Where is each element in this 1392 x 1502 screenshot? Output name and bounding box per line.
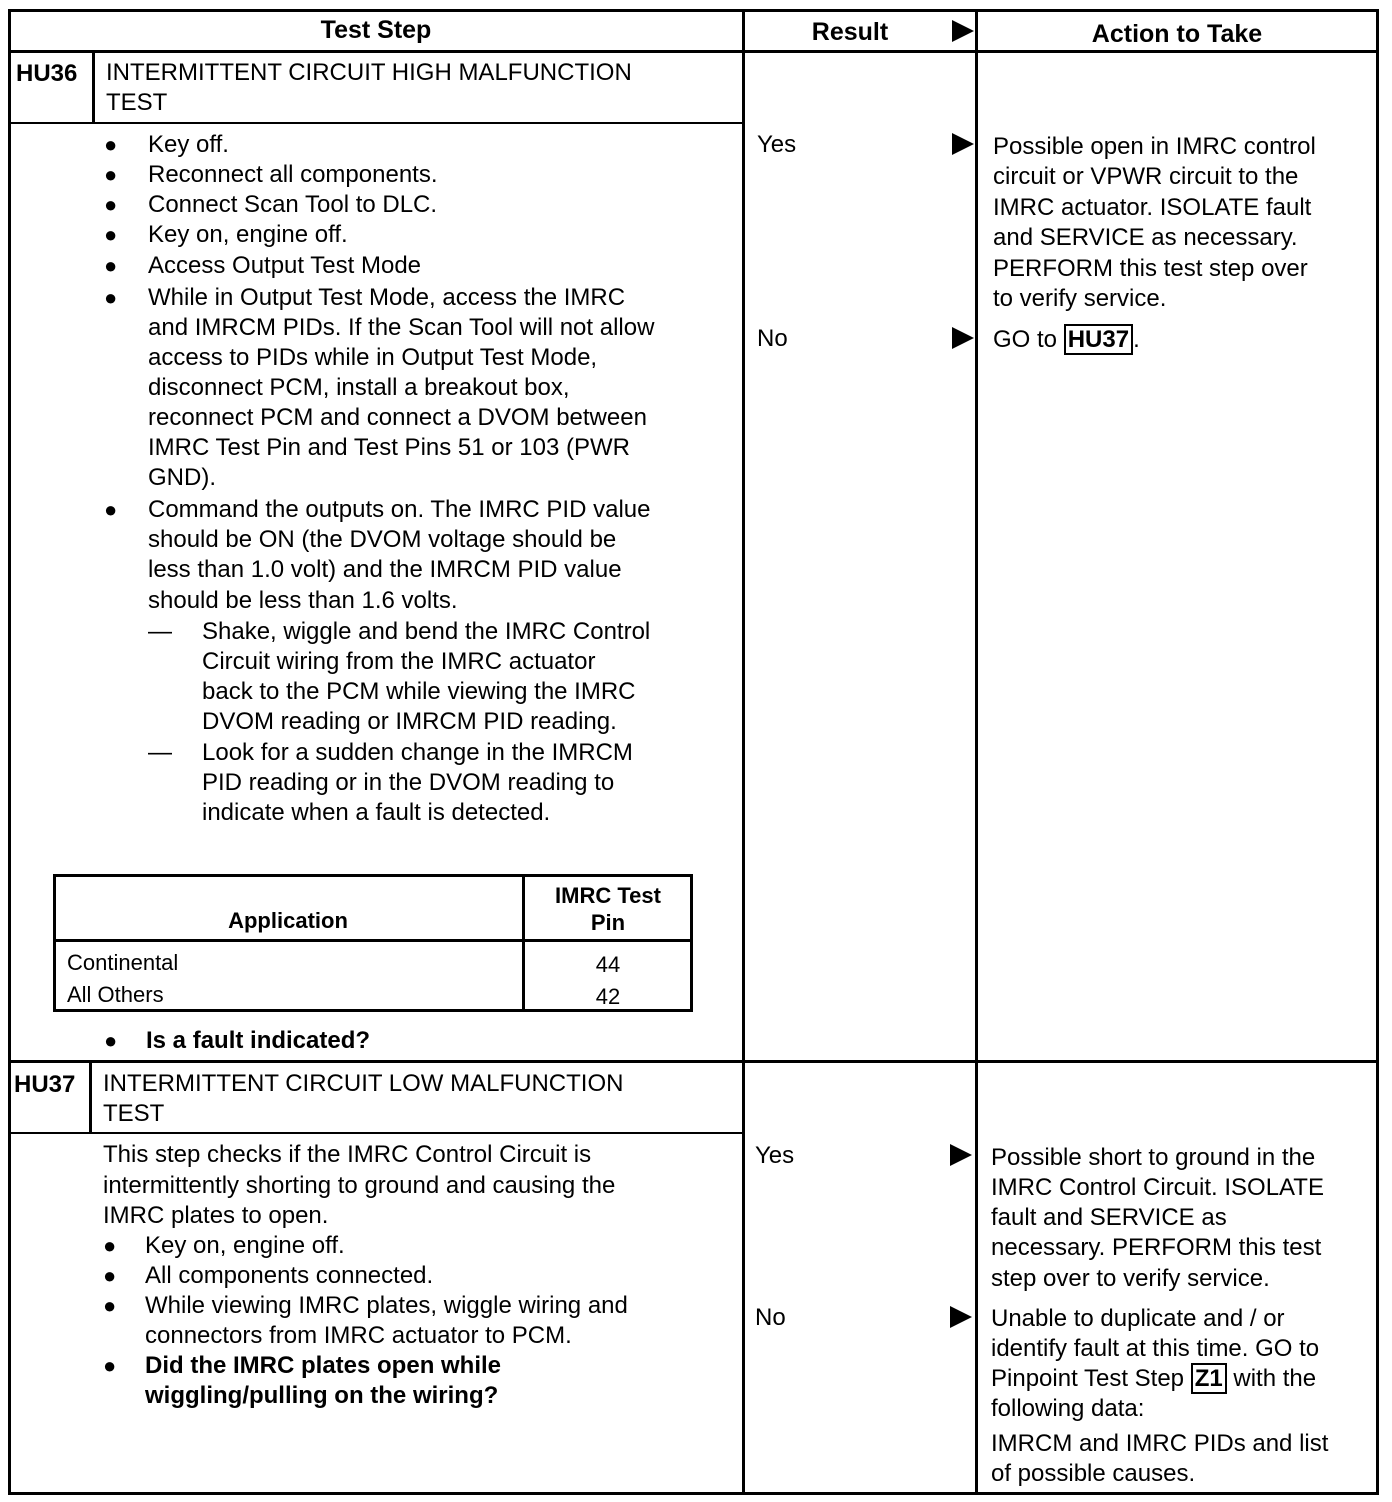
hu36-bullet-5: Access Output Test Mode [148, 252, 422, 279]
hu37-no-action-line1: Unable to duplicate and / or [991, 1305, 1285, 1332]
bullet-icon: ● [103, 1263, 117, 1288]
bullet-icon: ● [104, 1028, 118, 1053]
hu36-no-action-prefix: GO to [993, 326, 1058, 353]
hu37-title-line1: INTERMITTENT CIRCUIT LOW MALFUNCTION [103, 1070, 624, 1097]
hu36-bullet-3: Connect Scan Tool to DLC. [148, 191, 438, 218]
bullet-icon: ● [103, 1293, 117, 1318]
app-table-header-pin-line2: Pin [590, 910, 626, 935]
hu36-bullet-2: Reconnect all components. [148, 161, 438, 188]
hu37-question-line2: wiggling/pulling on the wiring? [145, 1382, 499, 1409]
header-action: Action to Take [1091, 20, 1263, 48]
header-test-step: Test Step [320, 16, 432, 44]
hu36-bullet-6-line7: GND). [148, 464, 216, 491]
hu36-bullet-6-line1: While in Output Test Mode, access the IMRC [148, 284, 626, 311]
hu36-id-divider [92, 50, 95, 124]
hu36-bullet-7-line1: Command the outputs on. The IMRC PID value [148, 496, 651, 523]
bullet-icon: ● [104, 192, 118, 217]
table-right-border [1376, 9, 1379, 1495]
hu37-no-action-extra-line2: of possible causes. [991, 1460, 1196, 1487]
app-table-row-1-app: Continental [67, 950, 179, 975]
header-bottom-border [8, 50, 1378, 53]
dash-icon: — [148, 739, 172, 766]
hu37-intro-line2: intermittently shorting to ground and causing the [103, 1172, 616, 1199]
hu36-no-action [993, 325, 1140, 355]
hu37-yes-action-line4: necessary. PERFORM this test [991, 1234, 1322, 1261]
hu37-no-action-line2: identify fault at this time. GO to [991, 1335, 1320, 1362]
hu36-dash-1-line4: DVOM reading or IMRCM PID reading. [202, 708, 617, 735]
hu37-no-action-line3 [991, 1364, 1316, 1394]
bullet-icon: ● [103, 1233, 117, 1258]
hu36-yes-action-line4: and SERVICE as necessary. [993, 224, 1298, 251]
hu36-bullet-6-line2: and IMRCM PIDs. If the Scan Tool will not allow [148, 314, 655, 341]
app-table-header-application: Application [228, 908, 348, 933]
hu36-no-label: No [757, 325, 788, 352]
hu36-bullet-7-line4: should be less than 1.6 volts. [148, 587, 458, 614]
header-result: Result [811, 18, 889, 46]
hu37-no-action-line4: following data: [991, 1395, 1145, 1422]
step-id-hu36: HU36 [16, 60, 78, 87]
app-table-row-2-app: All Others [67, 982, 164, 1007]
hu37-title-underline [8, 1132, 742, 1134]
hu36-bullet-1: Key off. [148, 131, 229, 158]
hu36-yes-action-line5: PERFORM this test step over [993, 255, 1308, 282]
step-link-hu37[interactable]: HU37 [1064, 324, 1133, 355]
hu37-question-line1: Did the IMRC plates open while [145, 1352, 502, 1379]
row-divider-hu37 [8, 1060, 1378, 1063]
hu36-title-line1: INTERMITTENT CIRCUIT HIGH MALFUNCTION [106, 59, 632, 86]
hu37-no-action-line3-suffix: with the [1233, 1365, 1317, 1392]
hu37-yes-label: Yes [755, 1142, 795, 1169]
result-arrow-icon [950, 1306, 972, 1328]
hu37-no-action-extra-line1: IMRCM and IMRC PIDs and list [991, 1430, 1329, 1457]
app-table-header-pin-line1: IMRC Test [555, 883, 661, 908]
hu36-yes-action-line3: IMRC actuator. ISOLATE fault [993, 194, 1312, 221]
hu37-yes-action-line1: Possible short to ground in the [991, 1144, 1316, 1171]
dash-icon: — [148, 618, 172, 645]
app-table-header-underline [53, 939, 693, 942]
hu36-bullet-6-line6: IMRC Test Pin and Test Pins 51 or 103 (PWR [148, 434, 630, 461]
hu36-bullet-6-line4: disconnect PCM, install a breakout box, [148, 374, 570, 401]
hu37-bullet-3-line2: connectors from IMRC actuator to PCM. [145, 1322, 572, 1349]
bullet-icon: ● [104, 497, 118, 522]
app-table-row-1-pin: 44 [595, 952, 621, 977]
result-arrow-icon [952, 327, 974, 349]
hu36-yes-action-line2: circuit or VPWR circuit to the [993, 163, 1299, 190]
hu36-bullet-6-line3: access to PIDs while in Output Test Mode, [148, 344, 598, 371]
hu37-id-divider [89, 1060, 92, 1134]
hu36-bullet-6-line5: reconnect PCM and connect a DVOM between [148, 404, 647, 431]
bullet-icon: ● [104, 222, 118, 247]
hu37-bullet-1: Key on, engine off. [145, 1232, 345, 1259]
table-bottom-border [8, 1492, 1378, 1495]
hu37-bullet-3-line1: While viewing IMRC plates, wiggle wiring and [145, 1292, 628, 1319]
hu37-yes-action-line2: IMRC Control Circuit. ISOLATE [991, 1174, 1324, 1201]
hu37-yes-action-line5: step over to verify service. [991, 1265, 1270, 1292]
result-arrow-icon [952, 133, 974, 155]
table-top-border [8, 9, 1378, 12]
app-table-row-2-pin: 42 [595, 984, 621, 1009]
hu36-dash-1-line3: back to the PCM while viewing the IMRC [202, 678, 636, 705]
hu36-dash-2-line2: PID reading or in the DVOM reading to [202, 769, 615, 796]
hu36-no-action-suffix: . [1133, 326, 1140, 353]
hu36-question: Is a fault indicated? [146, 1027, 371, 1054]
hu37-bullet-2: All components connected. [145, 1262, 434, 1289]
bullet-icon: ● [103, 1353, 117, 1378]
bullet-icon: ● [104, 162, 118, 187]
hu37-intro-line1: This step checks if the IMRC Control Circuit is [103, 1141, 592, 1168]
hu36-yes-label: Yes [757, 131, 797, 158]
bullet-icon: ● [104, 132, 118, 157]
bullet-icon: ● [104, 253, 118, 278]
col-divider-result [742, 9, 745, 1495]
hu37-yes-action-line3: fault and SERVICE as [991, 1204, 1227, 1231]
hu36-title-line2: TEST [106, 89, 168, 116]
table-left-border [8, 9, 11, 1495]
hu36-bullet-4: Key on, engine off. [148, 221, 348, 248]
hu36-dash-1-line2: Circuit wiring from the IMRC actuator [202, 648, 596, 675]
hu36-title-underline [8, 122, 742, 124]
hu37-no-label: No [755, 1304, 786, 1331]
result-arrow-icon [950, 1144, 972, 1166]
hu36-yes-action-line6: to verify service. [993, 285, 1167, 312]
hu36-yes-action-line1: Possible open in IMRC control [993, 133, 1316, 160]
hu36-dash-2-line3: indicate when a fault is detected. [202, 799, 551, 826]
col-divider-action [975, 9, 978, 1495]
hu36-dash-2-line1: Look for a sudden change in the IMRCM [202, 739, 633, 766]
hu37-no-action-line3-prefix: Pinpoint Test Step [991, 1365, 1185, 1392]
step-link-z1[interactable]: Z1 [1191, 1363, 1227, 1394]
bullet-icon: ● [104, 285, 118, 310]
hu36-bullet-7-line2: should be ON (the DVOM voltage should be [148, 526, 617, 553]
hu37-title-line2: TEST [103, 1100, 165, 1127]
hu36-bullet-7-line3: less than 1.0 volt) and the IMRCM PID value [148, 556, 622, 583]
hu36-dash-1-line1: Shake, wiggle and bend the IMRC Control [202, 618, 651, 645]
header-arrow-icon [952, 20, 974, 42]
hu37-intro-line3: IMRC plates to open. [103, 1202, 329, 1229]
step-id-hu37: HU37 [14, 1071, 76, 1098]
